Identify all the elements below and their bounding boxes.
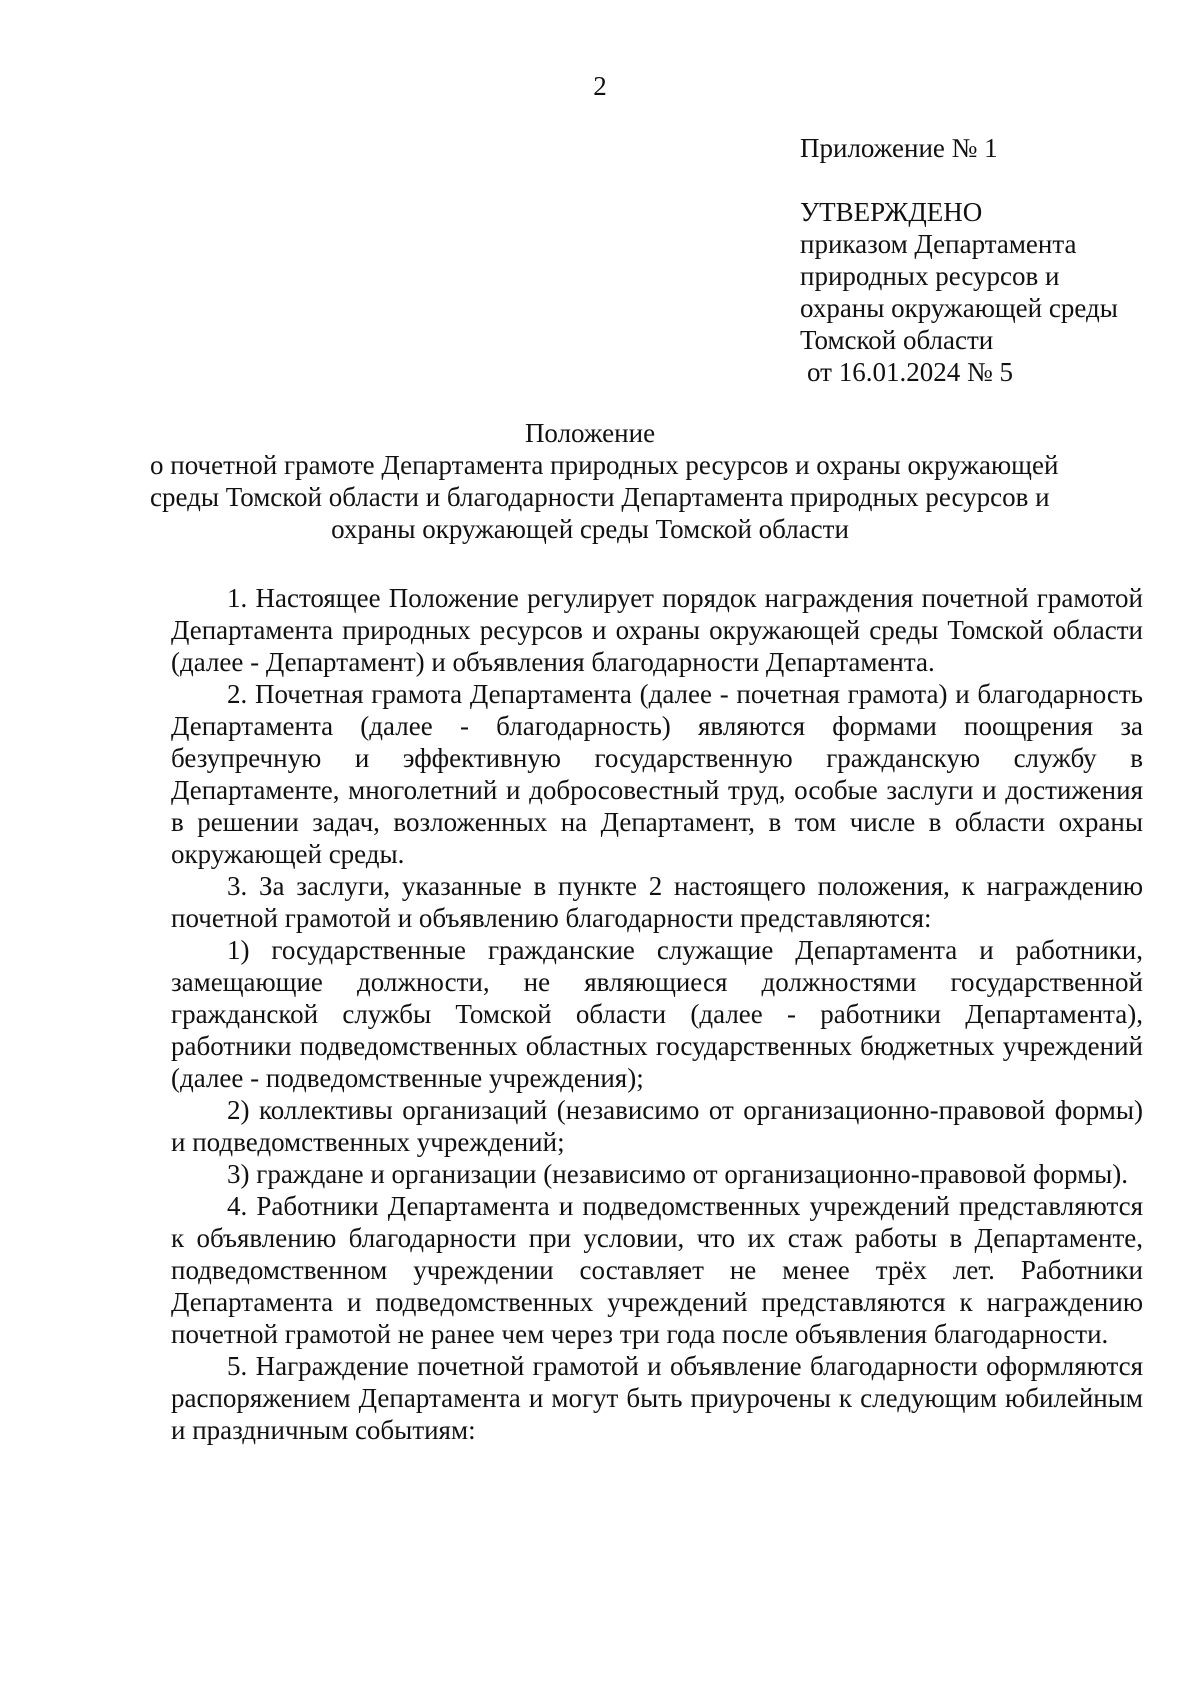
approval-line: охраны окружающей среды (800, 293, 1118, 323)
title-line: о почетной грамоте Департамента природных ресурсов и охраны окружающей (150, 450, 1059, 480)
paragraph-4: 4. Работники Департамента и подведомственных учреждений представляются к объявлению благодарности при условии, что их стаж работы в Департаменте, подведомственном учреждении составляет не менее трёх лет. Работники Департамента и подведомственных учреждений представляются к награждению почетной грамотой не ранее чем через три года после объявления благодарности. (171, 1191, 1143, 1349)
title-line: охраны окружающей среды Томской области (331, 514, 849, 544)
document-body (171, 582, 1143, 1446)
paragraph-2: 2. Почетная грамота Департамента (далее - почетная грамота) и благодарность Департамента (далее - благодарность) являются формами поощрения за безупречную и эффективную государственную гражданскую службу в Департаменте, многолетний и добросовестный труд, особые заслуги и достижения в решении задач, возложенных на Департамент, в том числе в области охраны окружающей среды. (171, 679, 1143, 869)
approval-stamp-block (800, 196, 1118, 388)
paragraph-3-item-1: 1) государственные гражданские служащие Департамента и работники, замещающие должности, не являющиеся должностями государственной гражданской службы Томской области (далее - работники Департамента), работники подведомственных областных государственных бюджетных учреждений (далее - подведомственные учреждения); (171, 935, 1143, 1093)
paragraph-3-item-2: 2) коллективы организаций (независимо от организационно-правовой формы) и подведомственных учреждений; (171, 1095, 1143, 1157)
approval-heading: УТВЕРЖДЕНО (800, 197, 983, 227)
page-number: 2 (593, 71, 607, 101)
paragraph-3: 3. За заслуги, указанные в пункте 2 настоящего положения, к награждению почетной грамотой и объявлению благодарности представляются: (171, 871, 1143, 933)
paragraph-5: 5. Награждение почетной грамотой и объявление благодарности оформляются распоряжением Департамента и могут быть приурочены к следующим юбилейным и праздничным событиям: (171, 1351, 1143, 1445)
approval-line: Томской области (800, 325, 994, 355)
paragraph-1: 1. Настоящее Положение регулирует порядок награждения почетной грамотой Департамента природных ресурсов и охраны окружающей среды Томской области (далее - Департамент) и объявления благодарности Департамента. (171, 583, 1143, 677)
paragraph-3-item-3: 3) граждане и организации (независимо от организационно-правовой формы). (227, 1159, 1129, 1189)
title-line: среды Томской области и благодарности Департамента природных ресурсов и (150, 482, 1050, 512)
appendix-label: Приложение № 1 (800, 133, 998, 163)
title-heading: Положение (524, 418, 656, 448)
approval-line: приказом Департамента (800, 229, 1077, 259)
document-title (150, 417, 1059, 545)
approval-line: природных ресурсов и (800, 261, 1060, 291)
approval-date: от 16.01.2024 № 5 (807, 357, 1013, 387)
